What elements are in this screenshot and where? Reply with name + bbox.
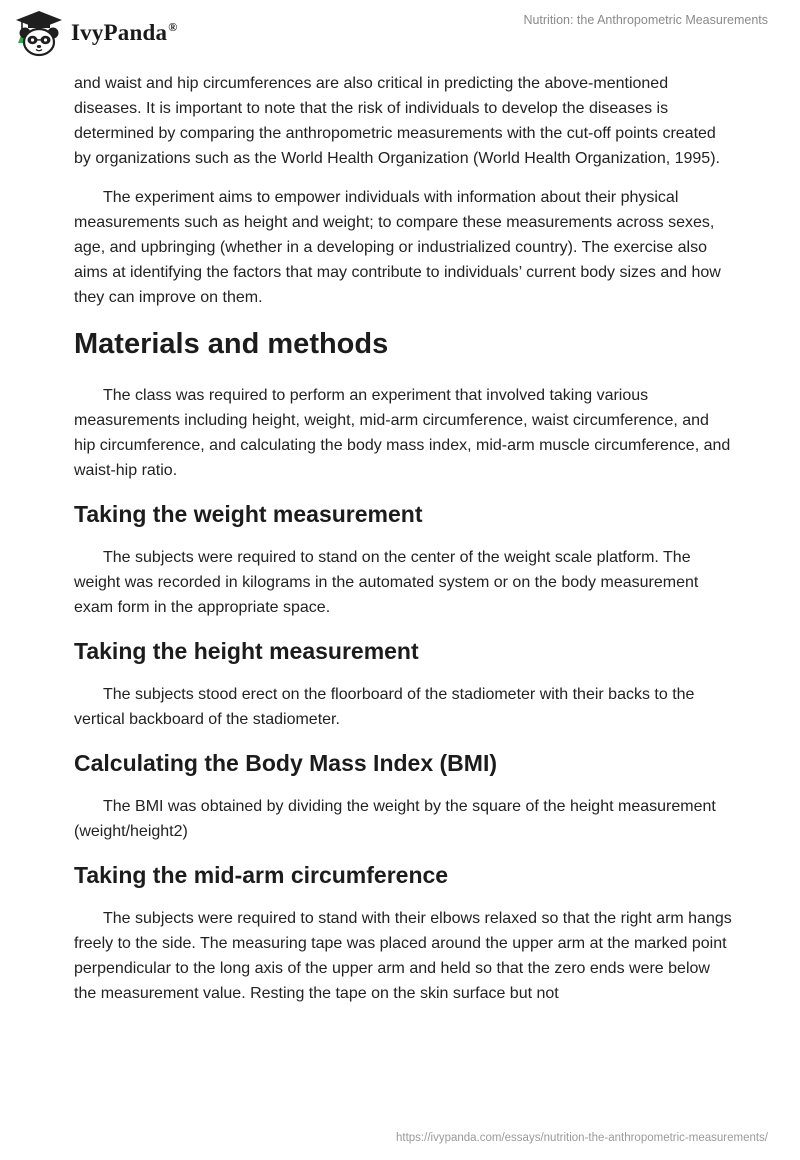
paragraph-1: and waist and hip circumferences are also critical in predicting the above-mentioned diseases. It is important to note that the risk of individuals to develop the diseases is determined by comparing the anthropometric measurements with the cut-off points created by organizations such as the World Health Organization (World Health Organization, 1995). bbox=[74, 75, 720, 167]
paragraph-2: The experiment aims to empower individuals with information about their physical measurements such as height and weight; to compare these measurements across sexes, age, and upbringing (whether in a developing or industrialized country). The exercise also aims at identifying the factors that may contribute to individuals’ current body sizes and how they can improve on them. bbox=[74, 189, 721, 306]
document-title: Nutrition: the Anthropometric Measurements bbox=[523, 13, 768, 27]
panda-graduation-cap-icon bbox=[14, 9, 64, 57]
page-header bbox=[0, 0, 800, 66]
paragraph-3: The class was required to perform an experiment that involved taking various measurements including height, weight, mid-arm circumference, waist circumference, and hip circumference, and calculating the body mass index, mid-arm muscle circumference, and waist-hip ratio. bbox=[74, 387, 731, 479]
heading-bmi: Calculating the Body Mass Index (BMI) bbox=[74, 750, 497, 776]
ivypanda-logo[interactable] bbox=[14, 8, 177, 58]
essay-body bbox=[74, 71, 734, 1020]
paragraph-7: The subjects were required to stand with their elbows relaxed so that the right arm hangs freely to the side. The measuring tape was placed around the upper arm at the marked point perpendicular to the long axis of the upper arm and held so that the zero ends were below the measurement value. Resting the tape on the skin surface but not bbox=[74, 910, 732, 1002]
paragraph-5: The subjects stood erect on the floorboard of the stadiometer with their backs to the vertical backboard of the stadiometer. bbox=[74, 686, 695, 728]
heading-materials-and-methods: Materials and methods bbox=[74, 328, 389, 360]
paragraph-4: The subjects were required to stand on the center of the weight scale platform. The weight was recorded in kilograms in the automated system or on the body measurement exam form in the appropriate space. bbox=[74, 549, 699, 616]
brand-name: IvyPanda® bbox=[71, 20, 178, 45]
heading-height-measurement: Taking the height measurement bbox=[74, 638, 419, 664]
heading-weight-measurement: Taking the weight measurement bbox=[74, 501, 423, 527]
footer-url[interactable]: https://ivypanda.com/essays/nutrition-the-anthropometric-measurements/ bbox=[396, 1132, 768, 1144]
paragraph-6: The BMI was obtained by dividing the weight by the square of the height measurement (weight/height2) bbox=[74, 798, 716, 840]
heading-mid-arm-circumference: Taking the mid-arm circumference bbox=[74, 862, 449, 888]
